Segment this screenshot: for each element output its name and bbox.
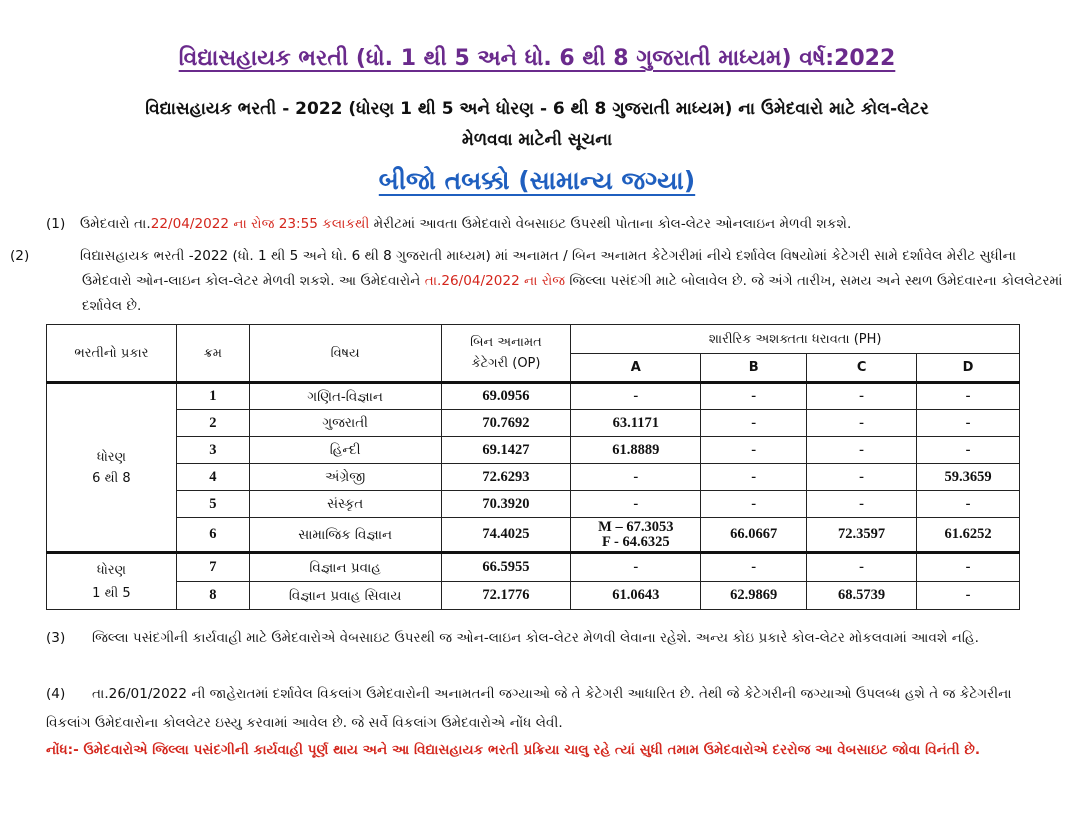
- header-subject: વિષય: [249, 325, 441, 383]
- point-1-date: 22/04/2022 ના રોજ 23:55 કલાકથી: [150, 216, 370, 232]
- group-std-1-5: ધોરણ 1 થી 5: [47, 553, 177, 610]
- instruction-point-1: (1) ઉમેદવારો તા.22/04/2022 ના રોજ 23:55 કલાકથી મેરીટમાં આવતા ઉમેદવારો વેબસાઇટ ઉપરથી પોતાના કોલ-લેટર ઓનલાઇન મેળવી શકશે.: [46, 216, 852, 232]
- header-open-category: બિન અનામત કેટેગરી (OP): [441, 325, 571, 383]
- header-ph: શારીરિક અશક્તતા ધરાવતા (PH): [571, 325, 1020, 354]
- group-std-6-8: ધોરણ 6 થી 8: [47, 383, 177, 553]
- table-row: 5 સંસ્કૃત 70.3920 - - - -: [47, 491, 1020, 518]
- header-ph-a: A: [571, 354, 701, 383]
- table-row: 4 અંગ્રેજી 72.6293 - - - 59.3659: [47, 464, 1020, 491]
- table-row: ધોરણ 6 થી 8 1 ગણિત-વિજ્ઞાન 69.0956 - - - -: [47, 383, 1020, 410]
- header-serial: ક્રમ: [176, 325, 249, 383]
- table-row: 6 સામાજિક વિજ્ઞાન 74.4025 M – 67.3053 F - 64.6325 66.0667 72.3597 61.6252: [47, 518, 1020, 553]
- important-note: નોંધ:- ઉમેદવારોએ જિલ્લા પસંદગીની કાર્યવાહી પૂર્ણ થાય અને આ વિદ્યાસહાયક ભરતી પ્રક્રિયા ચાલુ રહે ત્યાં સુધી તમામ ઉમેદવારોએ દરરોજ આ વેબસાઇટ જોવા વિનંતી છે.: [46, 742, 981, 758]
- instruction-point-2: (2) વિદ્યાસહાયક ભરતી -2022 (ધો. 1 થી 5 અને ધો. 6 થી 8 ગુજરાતી માધ્યમ) માં અનામત / બિન અનામત કેટેગરીમાં નીચે દર્શાવેલ વિષયોમાં કેટેગરી સામે દર્શાવેલ મેરીટ સુધીના ઉમેદવારો ઓન-લાઇન કોલ-લેટર મેળવી શકશે. આ ઉમેદવારોને તા.26/04/2022 ના રોજ જિલ્લા પસંદગી માટે બોલાવેલ છે. જે અંગે તારીખ, સમય અને સ્થળ ઉમેદવારના કોલલેટરમાં દર્શાવેલ છે.: [10, 248, 1063, 314]
- table-row: 3 હિન્દી 69.1427 61.8889 - - -: [47, 437, 1020, 464]
- subtitle-line-1: વિદ્યાસહાયક ભરતી - 2022 (ધોરણ 1 થી 5 અને ધોરણ - 6 થી 8 ગુજરાતી માધ્યમ) ના ઉમેદવારો માટે કોલ-લેટર: [145, 99, 929, 119]
- table-row: ધોરણ 1 થી 5 7 વિજ્ઞાન પ્રવાહ 66.5955 - - - -: [47, 553, 1020, 582]
- table-row: 2 ગુજરાતી 70.7692 63.1171 - - -: [47, 410, 1020, 437]
- notice-title: વિદ્યાસહાયક ભરતી (ધો. 1 થી 5 અને ધો. 6 થી 8 ગુજરાતી માધ્યમ) વર્ષ:2022: [178, 46, 896, 71]
- header-ph-c: C: [807, 354, 917, 383]
- phase-heading: બીજો તબક્કો (સામાન્ય જગ્યા): [378, 166, 696, 195]
- subtitle-line-2: મેળવવા માટેની સૂચના: [461, 130, 613, 150]
- header-ph-b: B: [701, 354, 807, 383]
- header-recruitment-type: ભરતીનો પ્રકાર: [47, 325, 177, 383]
- instruction-point-4: (4) તા.26/01/2022 ની જાહેરાતમાં દર્શાવેલ વિકલાંગ ઉમેદવારોની અનામતની જગ્યાઓ જે તે કેટેગરી આધારિત છે. તેથી જે કેટેગરીની જગ્યાઓ ઉપલબ્ધ હશે તે જ કેટેગરીના વિકલાંગ ઉમેદવારોના કોલલેટર ઇસ્યુ કરવામાં આવેલ છે. જે સર્વે વિકલાંગ ઉમેદવારોએ નોંધ લેવી.: [46, 686, 1012, 731]
- merit-table: [46, 324, 1020, 610]
- instruction-point-3: (3) જિલ્લા પસંદગીની કાર્યવાહી માટે ઉમેદવારોએ વેબસાઇટ ઉપરથી જ ઓન-લાઇન કોલ-લેટર મેળવી લેવાના રહેશે. અન્ય કોઇ પ્રકારે કોલ-લેટર મોકલવામાં આવશે નહિ.: [46, 630, 979, 646]
- ph-a-gender-split: M – 67.3053 F - 64.6325: [571, 518, 701, 553]
- header-ph-d: D: [917, 354, 1020, 383]
- table-row: 8 વિજ્ઞાન પ્રવાહ સિવાય 72.1776 61.0643 62.9869 68.5739 -: [47, 582, 1020, 610]
- notice-subtitle: [40, 94, 1034, 156]
- point-2-date: તા.26/04/2022 ના રોજ: [424, 273, 566, 289]
